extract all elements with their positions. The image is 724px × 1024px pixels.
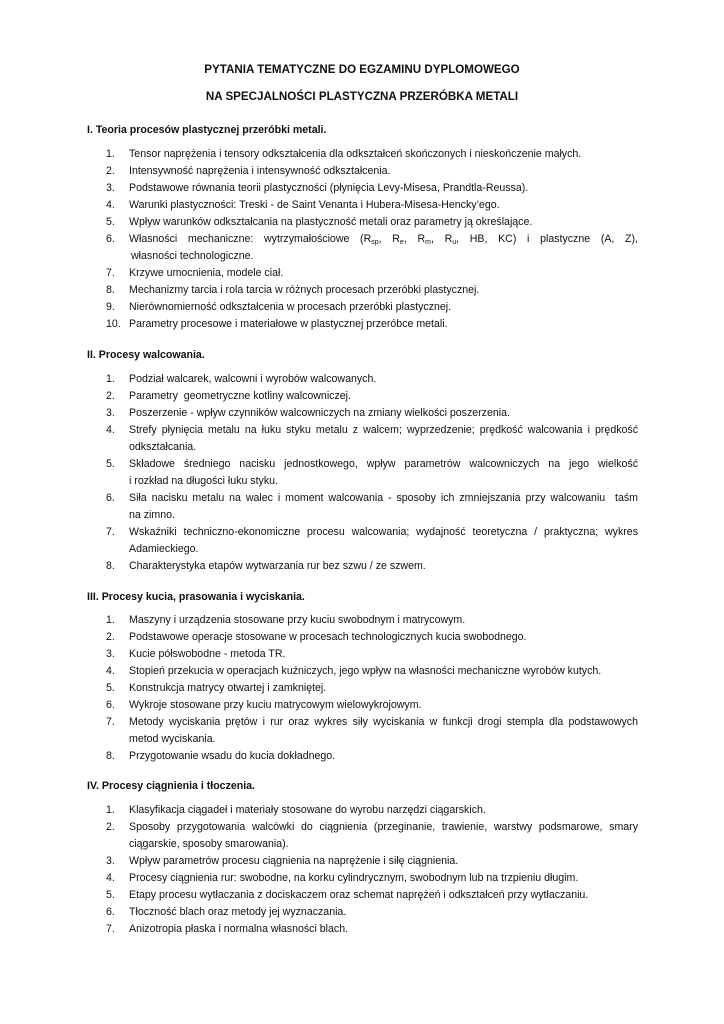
item-number: 4. (106, 665, 115, 677)
list-item (0, 663, 724, 680)
item-number: 2. (106, 631, 115, 643)
item-number: 8. (106, 284, 115, 296)
list-item (0, 214, 724, 231)
item-number: 5. (106, 216, 115, 228)
section-heading-3: III. Procesy kucia, prasowania i wyciskania. (87, 591, 305, 603)
list-item (0, 282, 724, 299)
list-item (0, 490, 724, 524)
item-text: Warunki plastyczności: Treski - de Saint Venanta i Hubera-Misesa-Hencky’ego. (129, 199, 500, 211)
item-text: Klasyfikacja ciągadeł i materiały stosowane do wyrobu narzędzi ciągarskich. (129, 804, 486, 816)
document-title-line-2: NA SPECJALNOŚCI PLASTYCZNA PRZERÓBKA METALI (205, 90, 519, 103)
list-item (0, 819, 724, 853)
item-text-continuation: na zimno. (129, 509, 175, 521)
item-text: Parametry geometryczne kotliny walcowniczej. (129, 390, 351, 402)
list-item (0, 146, 724, 163)
item-number: 7. (106, 923, 115, 935)
section-4-list (0, 802, 724, 938)
list-item (0, 697, 724, 714)
item-text: Stopień przekucia w operacjach kuźniczych, jego wpływ na własności mechaniczne wyrobów kutych. (129, 665, 602, 677)
list-item (0, 870, 724, 887)
item-text: Wykroje stosowane przy kuciu matrycowym wielowykrojowym. (129, 699, 422, 711)
list-item (0, 887, 724, 904)
item-number: 10. (106, 318, 121, 330)
item-number: 9. (106, 301, 115, 313)
item-text: Procesy ciągnienia rur: swobodne, na korku cylindrycznym, swobodnym lub na trzpieniu długim. (129, 872, 579, 884)
item-text: Maszyny i urządzenia stosowane przy kuciu swobodnym i matrycowym. (129, 614, 466, 626)
item-text: Anizotropia płaska i normalna własności blach. (129, 923, 349, 935)
item-text: Podstawowe równania teorii plastyczności (płynięcia Levy-Misesa, Prandtla-Reussa). (129, 182, 529, 194)
item-text-continuation: Adamieckiego. (129, 543, 199, 555)
item-text: Krzywe umocnienia, modele ciał. (129, 267, 284, 279)
item-number: 5. (106, 458, 115, 470)
item-text: Konstrukcja matrycy otwartej i zamkniętej. (129, 682, 327, 694)
list-item (0, 612, 724, 629)
item-number: 4. (106, 199, 115, 211)
item-number: 2. (106, 390, 115, 402)
item-text: Metody wyciskania prętów i rur oraz wykres siły wyciskania w funkcji drogi stempla dla podstawowych (129, 716, 638, 728)
item-number: 1. (106, 373, 115, 385)
item-text: Podział walcarek, walcowni i wyrobów walcowanych. (129, 373, 377, 385)
item-number: 4. (106, 424, 115, 436)
item-text: Podstawowe operacje stosowane w procesach technologicznych kucia swobodnego. (129, 631, 527, 643)
list-item (0, 299, 724, 316)
item-number: 6. (106, 906, 115, 918)
item-text: Tensor naprężenia i tensory odkształcenia dla odkształceń skończonych i nieskończenie małych. (129, 148, 582, 160)
item-number: 3. (106, 407, 115, 419)
section-heading-1: I. Teoria procesów plastycznej przeróbki metali. (87, 124, 327, 136)
list-item (0, 748, 724, 765)
item-number: 2. (106, 165, 115, 177)
item-text-continuation: i rozkład na długości łuku styku. (129, 475, 278, 487)
list-item (0, 456, 724, 490)
item-number: 4. (106, 872, 115, 884)
item-number: 1. (106, 804, 115, 816)
item-number: 6. (106, 233, 115, 245)
section-2-list (0, 371, 724, 575)
list-item (0, 371, 724, 388)
list-item (0, 714, 724, 748)
item-number: 6. (106, 699, 115, 711)
item-text: Własności mechaniczne: wytrzymałościowe ($R_{sp}$, $R_e$, $R_m$, $R_u$, HB, KC) i plastyczne (A, Z), (129, 233, 638, 246)
list-item (0, 231, 724, 265)
item-text: Parametry procesowe i materiałowe w plastycznej przeróbce metali. (129, 318, 448, 330)
item-number: 7. (106, 716, 115, 728)
item-number: 6. (106, 492, 115, 504)
item-text: Etapy procesu wytłaczania z dociskaczem oraz schemat naprężeń i odkształceń przy wytłaczaniu. (129, 889, 589, 901)
item-number: 3. (106, 648, 115, 660)
item-text: Wskaźniki techniczno-ekonomiczne procesu walcowania; wydajność teoretyczna / praktyczna; wykres (129, 526, 638, 538)
item-text: Intensywność naprężenia i intensywność odkształcenia. (129, 165, 391, 177)
section-heading-2: II. Procesy walcowania. (87, 349, 205, 361)
item-text-continuation: ciągarskie, sposoby smarowania). (129, 838, 289, 850)
item-number: 7. (106, 267, 115, 279)
item-number: 3. (106, 855, 115, 867)
section-3-list (0, 612, 724, 765)
list-item (0, 921, 724, 938)
item-text: Tłoczność blach oraz metody jej wyznaczania. (129, 906, 347, 918)
item-text-continuation: metod wyciskania. (129, 733, 216, 745)
list-item (0, 388, 724, 405)
item-text: Nierównomierność odkształcenia w procesach przeróbki plastycznej. (129, 301, 452, 313)
list-item (0, 524, 724, 558)
item-text: Strefy płynięcia metalu na łuku styku metalu z walcem; wyprzedzenie; prędkość walcowania i prędkość (129, 424, 638, 436)
list-item (0, 422, 724, 456)
item-text-continuation: własności technologiczne. (131, 250, 254, 262)
list-item (0, 680, 724, 697)
item-number: 3. (106, 182, 115, 194)
item-number: 1. (106, 614, 115, 626)
list-item (0, 646, 724, 663)
item-text: Mechanizmy tarcia i rola tarcia w różnych procesach przeróbki plastycznej. (129, 284, 480, 296)
item-number: 5. (106, 889, 115, 901)
item-text: Przygotowanie wsadu do kucia dokładnego. (129, 750, 336, 762)
list-item (0, 904, 724, 921)
list-item (0, 265, 724, 282)
item-number: 1. (106, 148, 115, 160)
section-1-list (0, 146, 724, 333)
item-text: Wpływ warunków odkształcania na plastyczność metali oraz parametry ją określające. (129, 216, 533, 228)
item-number: 2. (106, 821, 115, 833)
item-text: Składowe średniego nacisku jednostkowego, wpływ parametrów walcowniczych na jego wielkość (129, 458, 638, 470)
list-item (0, 197, 724, 214)
list-item (0, 853, 724, 870)
list-item (0, 405, 724, 422)
item-text: Siła nacisku metalu na walec i moment walcowania - sposoby ich zmniejszania przy walcowaniu taśm (129, 492, 638, 504)
item-text: Kucie półswobodne - metoda TR. (129, 648, 286, 660)
list-item (0, 316, 724, 333)
document-title-line-1: PYTANIA TEMATYCZNE DO EGZAMINU DYPLOMOWEGO (204, 63, 520, 76)
list-item (0, 180, 724, 197)
list-item (0, 558, 724, 575)
item-number: 8. (106, 560, 115, 572)
item-text: Wpływ parametrów procesu ciągnienia na naprężenie i siłę ciągnienia. (129, 855, 459, 867)
item-number: 5. (106, 682, 115, 694)
item-text: Charakterystyka etapów wytwarzania rur bez szwu / ze szwem. (129, 560, 426, 572)
item-text: Sposoby przygotowania walcówki do ciągnienia (przeginanie, trawienie, warstwy podsmarowe, smary (129, 821, 638, 833)
item-number: 7. (106, 526, 115, 538)
section-heading-4: IV. Procesy ciągnienia i tłoczenia. (87, 780, 256, 792)
list-item (0, 163, 724, 180)
list-item (0, 629, 724, 646)
item-number: 8. (106, 750, 115, 762)
list-item (0, 802, 724, 819)
item-text-continuation: odkształcania. (129, 441, 197, 453)
item-text: Poszerzenie - wpływ czynników walcowniczych na zmiany wielkości poszerzenia. (129, 407, 510, 419)
